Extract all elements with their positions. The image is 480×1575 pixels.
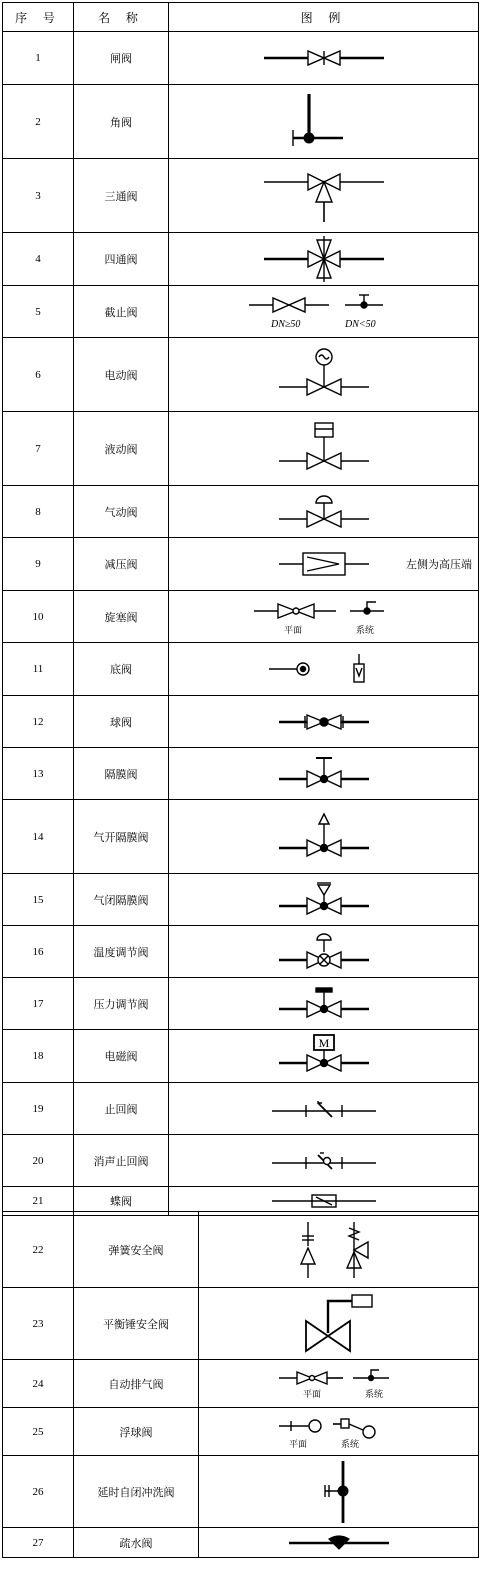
row-num: 5 bbox=[3, 286, 74, 338]
row-name: 电动阀 bbox=[74, 338, 169, 412]
row-num: 23 bbox=[3, 1288, 74, 1360]
table-row bbox=[3, 1528, 479, 1558]
air-close-diaphragm-valve-symbol bbox=[169, 874, 479, 926]
table-row bbox=[3, 643, 479, 696]
table-row bbox=[3, 1030, 479, 1083]
table-row bbox=[3, 1456, 479, 1528]
table-row bbox=[3, 591, 479, 643]
table-row bbox=[3, 800, 479, 874]
electric-valve-symbol bbox=[169, 338, 479, 412]
table-row bbox=[3, 32, 479, 85]
row-name: 疏水阀 bbox=[74, 1528, 199, 1558]
row-num: 25 bbox=[3, 1408, 74, 1456]
float-system-label: 系统 bbox=[340, 1438, 359, 1449]
row-name: 角阀 bbox=[74, 85, 169, 159]
three-way-valve-symbol bbox=[169, 159, 479, 233]
plug-system-label: 系统 bbox=[355, 624, 374, 635]
solenoid-valve-symbol bbox=[169, 1030, 479, 1083]
vent-system-label: 系统 bbox=[364, 1388, 383, 1399]
row-name: 电磁阀 bbox=[74, 1030, 169, 1083]
row-name: 温度调节阀 bbox=[74, 926, 169, 978]
row-num: 8 bbox=[3, 486, 74, 538]
gate-valve-symbol bbox=[169, 32, 479, 85]
row-num: 26 bbox=[3, 1456, 74, 1528]
pneumatic-valve-symbol bbox=[169, 486, 479, 538]
row-num: 20 bbox=[3, 1135, 74, 1187]
plug-valve-symbol bbox=[169, 591, 479, 643]
globe-valve-symbol bbox=[169, 286, 479, 338]
row-num: 22 bbox=[3, 1212, 74, 1288]
header-row bbox=[3, 3, 479, 32]
row-name: 四通阀 bbox=[74, 233, 169, 286]
table-row bbox=[3, 874, 479, 926]
row-num: 14 bbox=[3, 800, 74, 874]
solenoid-m-label: M bbox=[318, 1036, 329, 1050]
table-row bbox=[3, 1135, 479, 1187]
row-num: 11 bbox=[3, 643, 74, 696]
table-row bbox=[3, 1083, 479, 1135]
row-name: 隔膜阀 bbox=[74, 748, 169, 800]
header-symbol: 图 例 bbox=[169, 3, 479, 32]
row-num: 27 bbox=[3, 1528, 74, 1558]
row-name: 延时自闭冲洗阀 bbox=[74, 1456, 199, 1528]
row-num: 12 bbox=[3, 696, 74, 748]
row-num: 24 bbox=[3, 1360, 74, 1408]
table-row bbox=[3, 159, 479, 233]
row-num: 16 bbox=[3, 926, 74, 978]
row-num: 7 bbox=[3, 412, 74, 486]
hydraulic-valve-symbol bbox=[169, 412, 479, 486]
row-name: 蝶阀 bbox=[74, 1187, 169, 1216]
row-num: 21 bbox=[3, 1187, 74, 1216]
row-num: 9 bbox=[3, 538, 74, 591]
table-row bbox=[3, 1288, 479, 1360]
row-name: 液动阀 bbox=[74, 412, 169, 486]
row-name: 旋塞阀 bbox=[74, 591, 169, 643]
row-num: 3 bbox=[3, 159, 74, 233]
row-num: 2 bbox=[3, 85, 74, 159]
row-num: 18 bbox=[3, 1030, 74, 1083]
angle-valve-symbol bbox=[169, 85, 479, 159]
row-name: 闸阀 bbox=[74, 32, 169, 85]
silencing-check-valve-symbol bbox=[169, 1135, 479, 1187]
delayed-flush-valve-symbol bbox=[199, 1456, 479, 1528]
air-open-diaphragm-valve-symbol bbox=[169, 800, 479, 874]
row-name: 消声止回阀 bbox=[74, 1135, 169, 1187]
row-name: 气开隔膜阀 bbox=[74, 800, 169, 874]
valve-legend-table bbox=[2, 2, 479, 1216]
row-name: 三通阀 bbox=[74, 159, 169, 233]
table-row bbox=[3, 1408, 479, 1456]
foot-valve-symbol bbox=[169, 643, 479, 696]
high-pressure-note: 左侧为高压端 bbox=[406, 558, 472, 571]
row-num: 15 bbox=[3, 874, 74, 926]
auto-air-vent-valve-symbol bbox=[199, 1360, 479, 1408]
steam-trap-symbol bbox=[199, 1528, 479, 1558]
table-row bbox=[3, 85, 479, 159]
row-name: 弹簧安全阀 bbox=[74, 1212, 199, 1288]
pressure-control-valve-symbol bbox=[169, 978, 479, 1030]
row-num: 17 bbox=[3, 978, 74, 1030]
four-way-valve-symbol bbox=[169, 233, 479, 286]
row-name: 气动阀 bbox=[74, 486, 169, 538]
row-name: 减压阀 bbox=[74, 538, 169, 591]
row-num: 19 bbox=[3, 1083, 74, 1135]
vent-plan-label: 平面 bbox=[302, 1388, 321, 1399]
float-plan-label: 平面 bbox=[288, 1438, 307, 1449]
temperature-control-valve-symbol bbox=[169, 926, 479, 978]
row-num: 10 bbox=[3, 591, 74, 643]
table-row bbox=[3, 696, 479, 748]
row-num: 6 bbox=[3, 338, 74, 412]
ball-valve-symbol bbox=[169, 696, 479, 748]
globe-dn-small-label: DN<50 bbox=[344, 318, 376, 330]
plug-plan-label: 平面 bbox=[283, 624, 302, 635]
table-row bbox=[3, 412, 479, 486]
pressure-reducing-valve-symbol bbox=[169, 538, 479, 591]
table-row bbox=[3, 486, 479, 538]
header-name: 名 称 bbox=[74, 3, 169, 32]
table-row bbox=[3, 1360, 479, 1408]
row-name: 球阀 bbox=[74, 696, 169, 748]
row-name: 截止阀 bbox=[74, 286, 169, 338]
float-valve-symbol bbox=[199, 1408, 479, 1456]
row-name: 自动排气阀 bbox=[74, 1360, 199, 1408]
row-name: 气闭隔膜阀 bbox=[74, 874, 169, 926]
globe-dn-large-label: DN≥50 bbox=[270, 318, 300, 330]
table-row bbox=[3, 1212, 479, 1288]
row-name: 底阀 bbox=[74, 643, 169, 696]
row-name: 压力调节阀 bbox=[74, 978, 169, 1030]
table-row bbox=[3, 978, 479, 1030]
row-name: 平衡锤安全阀 bbox=[74, 1288, 199, 1360]
row-name: 浮球阀 bbox=[74, 1408, 199, 1456]
table-row bbox=[3, 748, 479, 800]
table-row bbox=[3, 538, 479, 591]
table-row bbox=[3, 338, 479, 412]
check-valve-symbol bbox=[169, 1083, 479, 1135]
diaphragm-valve-symbol bbox=[169, 748, 479, 800]
table-row bbox=[3, 286, 479, 338]
row-num: 1 bbox=[3, 32, 74, 85]
spring-safety-valve-symbol bbox=[199, 1212, 479, 1288]
valve-legend-table-continued bbox=[2, 1211, 479, 1558]
row-num: 4 bbox=[3, 233, 74, 286]
table-row bbox=[3, 233, 479, 286]
row-name: 止回阀 bbox=[74, 1083, 169, 1135]
table-row bbox=[3, 926, 479, 978]
header-num: 序 号 bbox=[3, 3, 74, 32]
row-num: 13 bbox=[3, 748, 74, 800]
weight-safety-valve-symbol bbox=[199, 1288, 479, 1360]
